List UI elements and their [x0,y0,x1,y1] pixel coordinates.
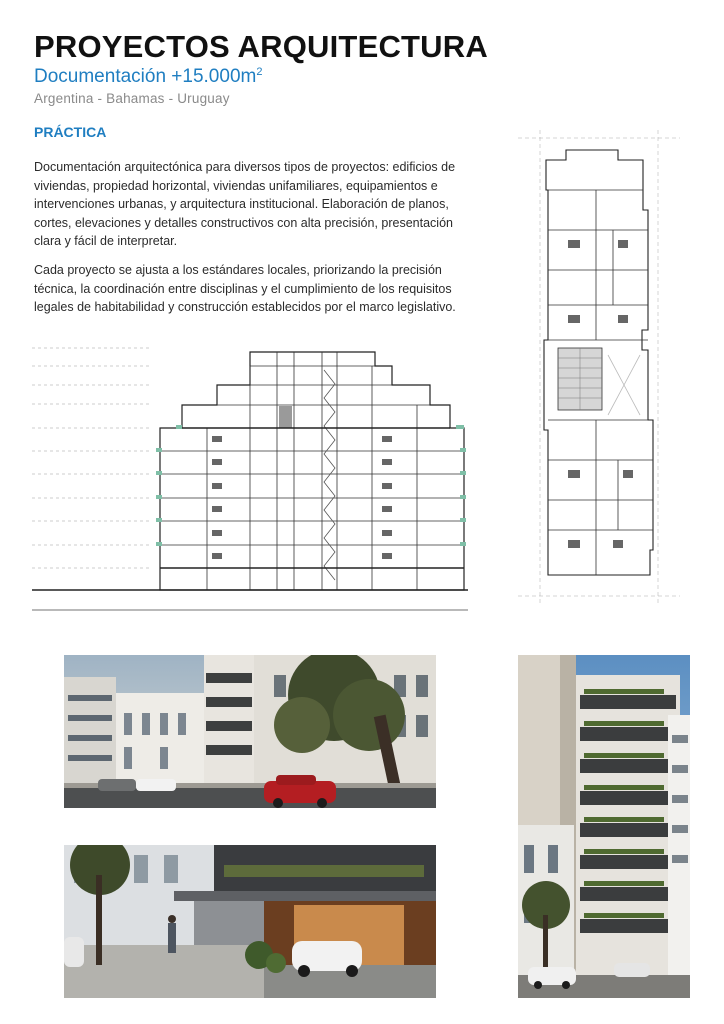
section-heading: PRÁCTICA [34,124,107,140]
street-view-render [64,655,436,808]
locations-line: Argentina - Bahamas - Uruguay [34,91,230,106]
subtitle-superscript: 2 [256,66,263,78]
subtitle-text: Documentación +15.000m [34,66,257,87]
building-section-drawing [32,340,468,622]
page-title: PROYECTOS ARQUITECTURA [34,29,488,64]
paragraph-practice-1: Documentación arquitectónica para diversos tipos de proyectos: edificios de viviendas, propiedad horizontal, viviendas unifamiliares, equipamientos e intervenciones urbanas, y arquitectura institucional. Elaboración de planos, cortes, elevaciones y detalles constructivos con alta precisión, presentación clara y fácil de interpretar. [34,160,456,248]
floor-plan-drawing [518,130,680,606]
paragraph-practice-2: Cada proyecto se ajusta a los estándares locales, priorizando la precisión técnica, la coordinación entre disciplinas y el cumplimiento de los requisitos legales de habitabilidad y construcción establecidos por el marco legislativo. [34,263,456,314]
tower-facade-render [518,655,690,998]
entrance-garage-render [64,845,436,998]
page-subtitle [34,67,262,86]
